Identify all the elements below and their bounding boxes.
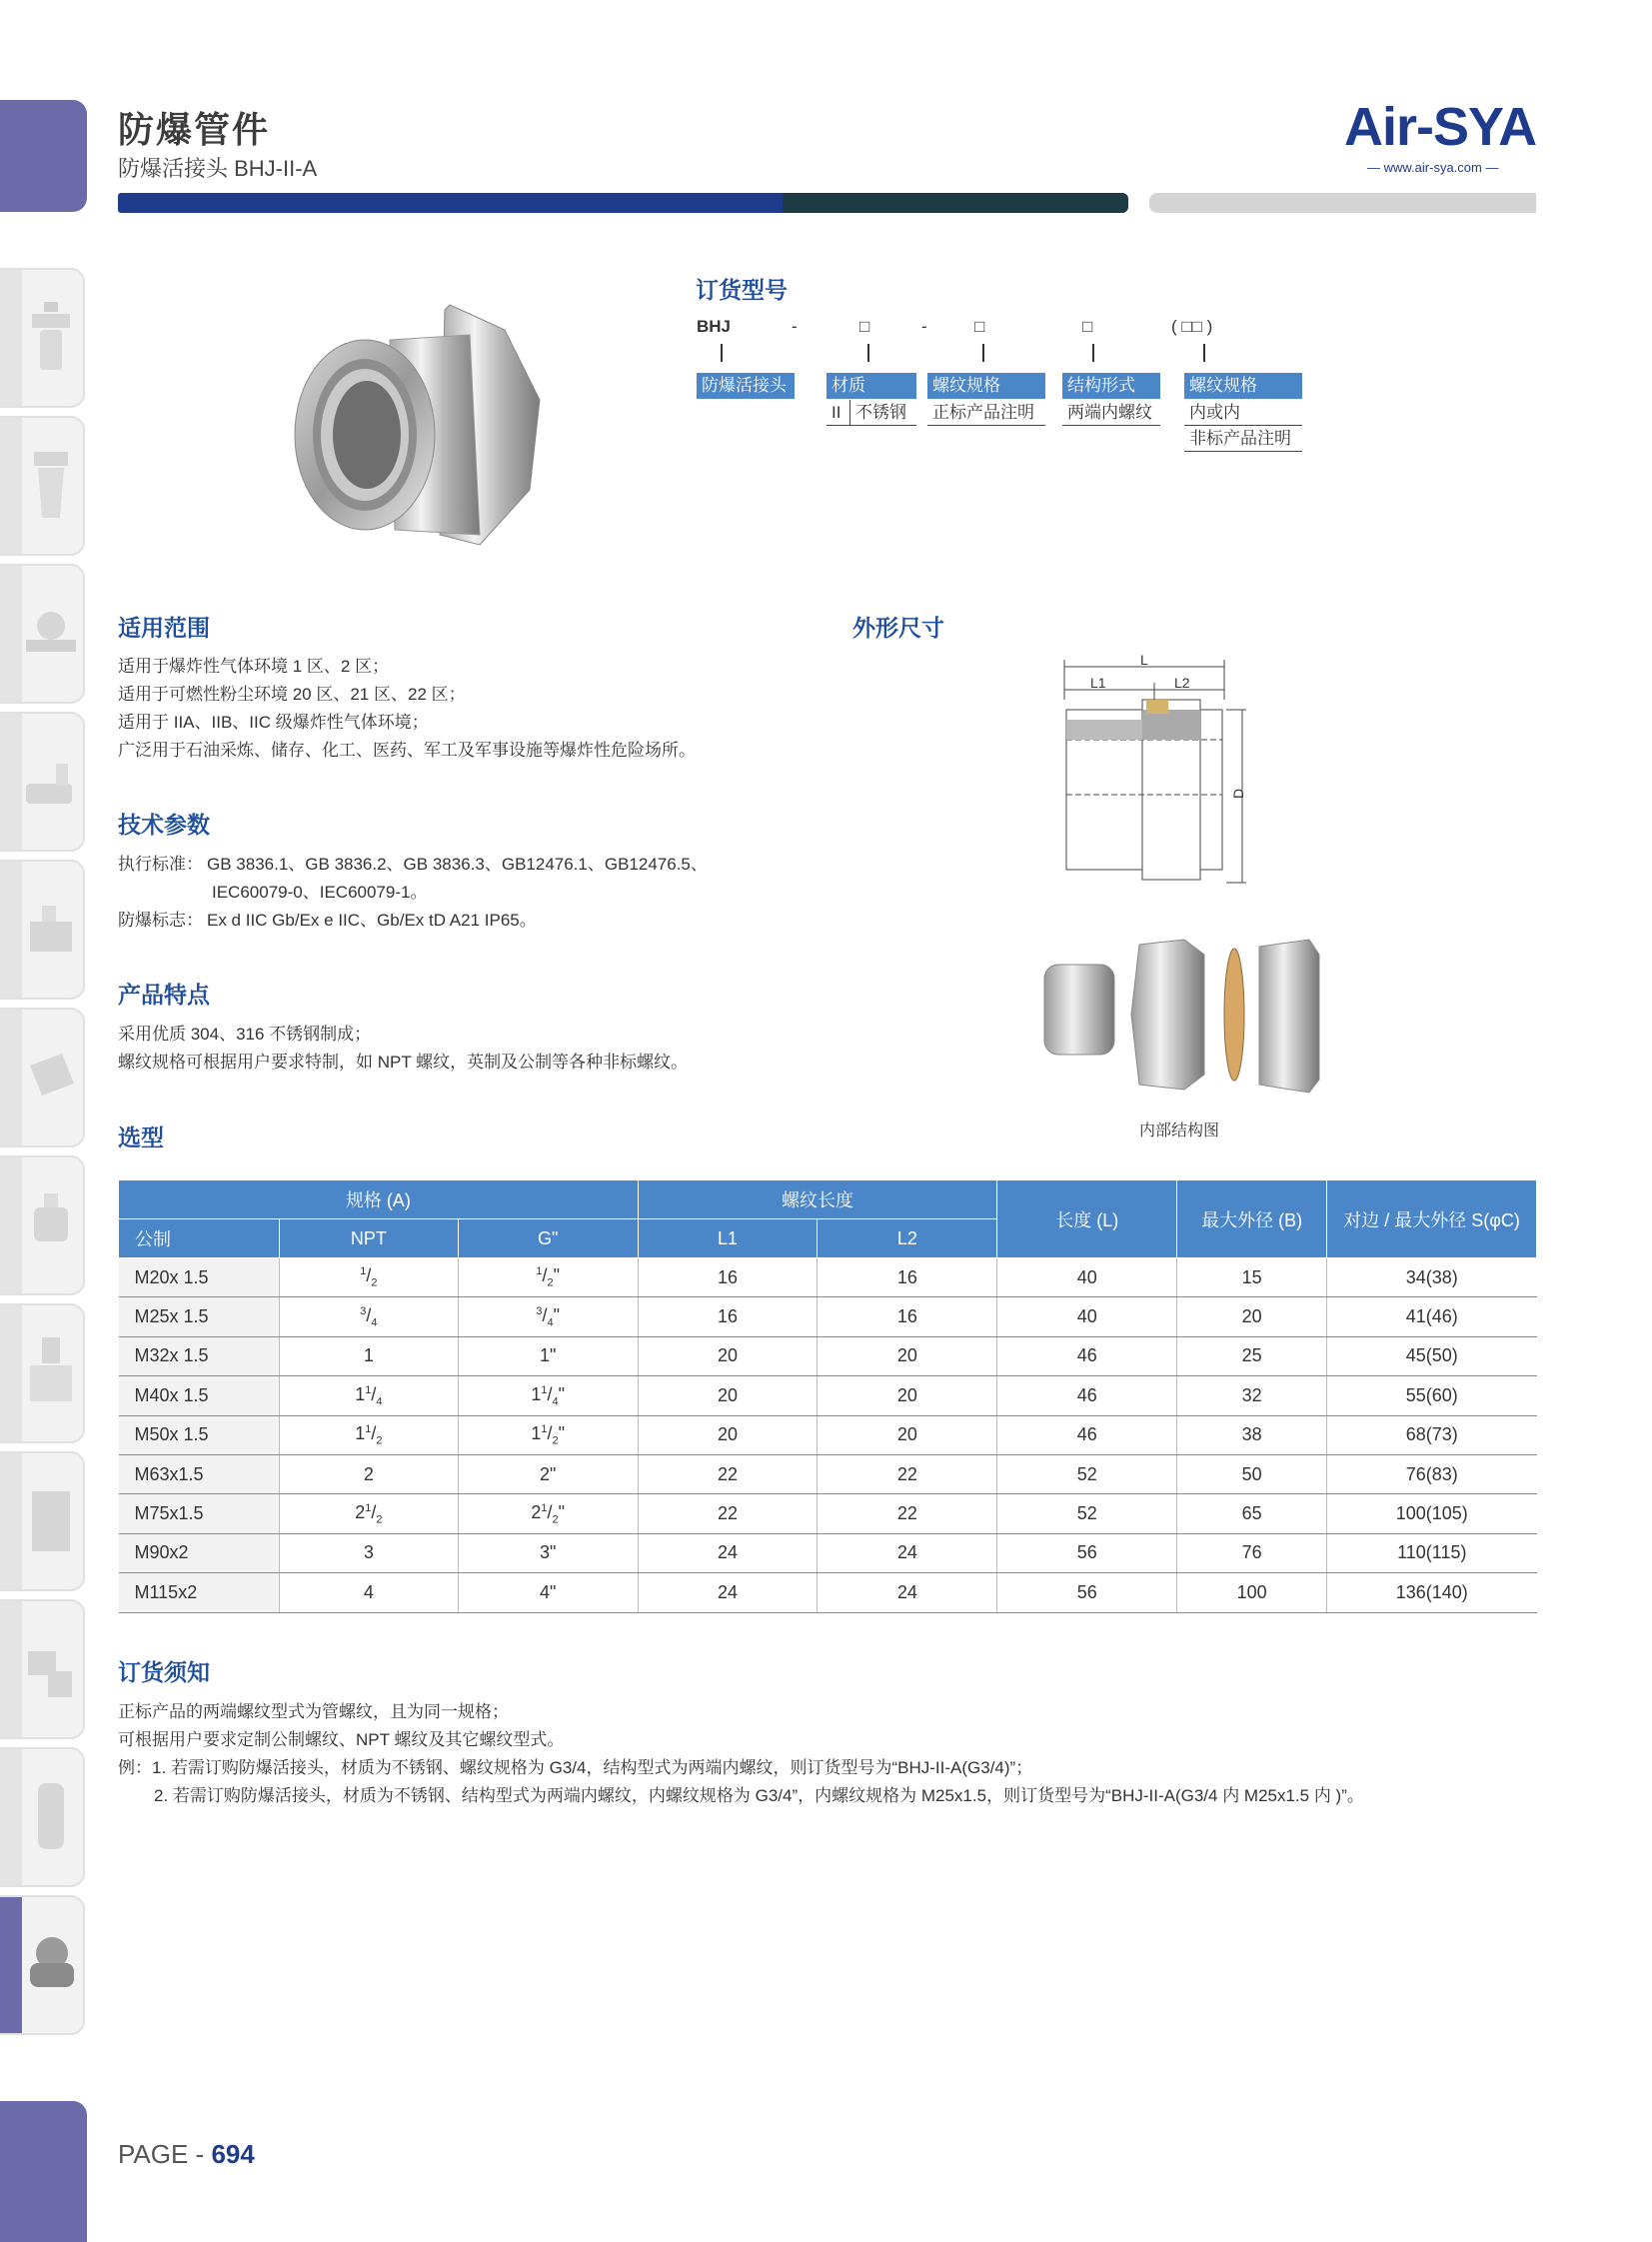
cell-metric: M115x2: [119, 1573, 280, 1612]
cell-g: [458, 1258, 638, 1297]
scope-line: 广泛用于石油采炼、储存、化工、医药、军工及军事设施等爆炸性危险场所。: [118, 741, 696, 760]
cell-g: [458, 1573, 638, 1612]
cell-npt-denominator: 2: [371, 1276, 378, 1289]
order-thread-note: 正标产品注明: [927, 400, 1045, 426]
cell-l2: 20: [818, 1376, 997, 1415]
header-npt: NPT: [279, 1219, 458, 1258]
sidebar-tab-solenoid[interactable]: [0, 1303, 85, 1443]
dim-label-l1: L1: [1090, 675, 1106, 691]
internal-structure-photo: [1039, 935, 1329, 1100]
solenoid-icon: [26, 1335, 76, 1415]
order-code-title: 订货型号: [696, 277, 788, 303]
cell-length: 46: [997, 1415, 1177, 1454]
notice-line-2: 可根据用户要求定制公制螺纹、NPT 螺纹及其它螺纹型式。: [118, 1730, 565, 1749]
filter-regulator-icon: [26, 300, 76, 380]
cell-npt-whole: 2: [355, 1501, 366, 1522]
cell-g: [458, 1415, 638, 1454]
notice-line-3: 例：1. 若需订购防爆活接头，材质为不锈钢、螺纹规格为 G3/4，结构型式为两端内螺纹，则订货型号为“BHJ-II-A(G3/4)”；: [118, 1758, 1033, 1777]
internal-structure-caption: 内部结构图: [1139, 1122, 1220, 1139]
sidebar-tab-valve[interactable]: [0, 712, 85, 852]
order-label-product: 防爆活接头: [697, 373, 795, 399]
sidebar-tab-control-box[interactable]: [0, 1008, 85, 1147]
cell-g-inch-mark: ": [550, 1542, 557, 1563]
cell-g-whole: 1: [531, 1422, 542, 1443]
cell-max-od: 20: [1177, 1297, 1327, 1336]
fitting-icon: [26, 1631, 76, 1711]
sidebar-tab-actuator[interactable]: [0, 1155, 85, 1295]
order-label-material: 材质: [826, 373, 916, 399]
cell-npt-whole: 2: [363, 1463, 374, 1484]
cell-g-slash: /: [542, 1265, 548, 1286]
junction-box-icon: [26, 892, 76, 972]
table-row: [119, 1573, 1537, 1612]
cell-npt-denominator: 4: [371, 1316, 378, 1329]
header-max-od: 最大外径 (B): [1177, 1180, 1327, 1258]
cell-length: 52: [997, 1494, 1177, 1533]
cell-g-numerator: 1: [536, 1265, 543, 1278]
cell-l2: 22: [818, 1454, 997, 1493]
table-row: [119, 1376, 1537, 1415]
table-row: [119, 1336, 1537, 1375]
cell-g-slash: /: [542, 1304, 548, 1325]
cell-g-inch-mark: ": [558, 1383, 566, 1404]
sidebar-tab-junction-box[interactable]: [0, 860, 85, 1000]
order-thread2-a: 内或内: [1184, 400, 1302, 426]
header-bar-blue: [118, 193, 783, 213]
cell-l1: 16: [638, 1297, 818, 1336]
cell-l1: 22: [638, 1454, 818, 1493]
cell-max-od: 76: [1177, 1533, 1327, 1572]
cell-g: [458, 1297, 638, 1336]
cell-length: 52: [997, 1454, 1177, 1493]
cell-max-od: 65: [1177, 1494, 1327, 1533]
scope-line: 适用于爆炸性气体环境 1 区、2 区；: [118, 657, 390, 676]
cell-length: 46: [997, 1336, 1177, 1375]
cell-across-flats: 34(38): [1327, 1258, 1537, 1297]
order-code-box-1: □: [859, 317, 870, 336]
cell-g: [458, 1494, 638, 1533]
cell-across-flats: 68(73): [1327, 1415, 1537, 1454]
cell-g-numerator: 1: [541, 1383, 548, 1396]
cell-npt-denominator: 2: [376, 1434, 383, 1447]
cell-across-flats: 100(105): [1327, 1494, 1537, 1533]
cell-npt-numerator: 1: [365, 1383, 372, 1396]
tech-mark-label: 防爆标志：: [118, 911, 203, 930]
header-length: 长度 (L): [997, 1180, 1177, 1258]
notice-line-4: 2. 若需订购防爆活接头，材质为不锈钢、结构型式为两端内螺纹，内螺纹规格为 G3/4”，内螺纹规格为 M25x1.5，则订货型号为“BHJ-II-A(G3/4 内 M25x1.5 内 )”。: [154, 1786, 1364, 1805]
dimensions-title: 外形尺寸: [852, 615, 944, 641]
cell-g-whole: 1: [531, 1383, 542, 1404]
order-code-tick: [1092, 344, 1094, 362]
sidebar-tab-filter-regulator[interactable]: [0, 268, 85, 408]
sidebar-tab-explosion-proof[interactable]: [0, 1895, 85, 2035]
table-row: [119, 1454, 1537, 1493]
table-row: [119, 1533, 1537, 1572]
cell-l1: 24: [638, 1573, 818, 1612]
cell-l2: 16: [818, 1258, 997, 1297]
cell-npt: [279, 1415, 458, 1454]
scope-line: 适用于 IIA、IIB、IIC 级爆炸性气体环境；: [118, 713, 429, 732]
cell-l1: 20: [638, 1376, 818, 1415]
tech-title: 技术参数: [118, 812, 210, 838]
order-material-code: II: [826, 400, 850, 426]
tech-mark: Ex d IIC Gb/Ex e IIC、Gb/Ex tD A21 IP65。: [207, 911, 537, 930]
brand-url: — www.air-sya.com —: [1367, 160, 1499, 175]
cell-length: 40: [997, 1258, 1177, 1297]
cell-max-od: 25: [1177, 1336, 1327, 1375]
cell-npt-denominator: 4: [376, 1395, 383, 1408]
cell-metric: M32x 1.5: [119, 1336, 280, 1375]
header-across-flats: 对边 / 最大外径 S(φC): [1327, 1180, 1537, 1258]
order-code-dash-2: -: [921, 317, 927, 336]
header-metric: 公制: [119, 1219, 280, 1258]
cell-g-denominator: 2: [552, 1513, 559, 1526]
cell-npt-whole: 1: [363, 1345, 374, 1366]
header-l1: L1: [638, 1219, 818, 1258]
cell-length: 56: [997, 1533, 1177, 1572]
cell-npt: [279, 1573, 458, 1612]
scope-title: 适用范围: [118, 615, 210, 641]
order-material-name: 不锈钢: [850, 400, 916, 426]
cell-npt-whole: 4: [363, 1581, 374, 1602]
scope-list: [118, 653, 696, 765]
cell-g-whole: 2: [540, 1463, 551, 1484]
features-title: 产品特点: [118, 982, 210, 1008]
cell-g-denominator: 2: [552, 1434, 559, 1447]
dim-label-l2: L2: [1174, 675, 1190, 691]
cell-g-whole: 3: [540, 1542, 551, 1563]
cell-npt-slash: /: [366, 1265, 372, 1286]
cell-l2: 22: [818, 1494, 997, 1533]
cell-l2: 20: [818, 1415, 997, 1454]
cell-l2: 20: [818, 1336, 997, 1375]
cell-npt: [279, 1533, 458, 1572]
header-spec-group: 规格 (A): [119, 1180, 639, 1219]
cell-l2: 24: [818, 1533, 997, 1572]
cell-metric: M75x1.5: [119, 1494, 280, 1533]
cell-across-flats: 55(60): [1327, 1376, 1537, 1415]
cell-max-od: 38: [1177, 1415, 1327, 1454]
selection-title: 选型: [118, 1124, 164, 1150]
cell-max-od: 50: [1177, 1454, 1327, 1493]
cell-npt: [279, 1336, 458, 1375]
cell-length: 40: [997, 1297, 1177, 1336]
features-line: 螺纹规格可根据用户要求特制，如 NPT 螺纹，英制及公制等各种非标螺纹。: [118, 1053, 689, 1072]
control-box-icon: [26, 1040, 76, 1120]
muffler-icon: [26, 1779, 76, 1859]
valve-icon: [26, 744, 76, 824]
cell-l1: 20: [638, 1415, 818, 1454]
cell-g-inch-mark: ": [553, 1304, 561, 1325]
order-label-structure: 结构形式: [1062, 373, 1160, 399]
sidebar-tab-gauge[interactable]: [0, 564, 85, 704]
cell-metric: M25x 1.5: [119, 1297, 280, 1336]
page-number-value: 694: [211, 2139, 255, 2169]
cell-npt: [279, 1258, 458, 1297]
cell-npt: [279, 1376, 458, 1415]
cell-g-whole: 4: [540, 1581, 551, 1602]
cell-length: 46: [997, 1376, 1177, 1415]
cell-l2: 16: [818, 1297, 997, 1336]
sidebar-top-tab: [0, 100, 87, 212]
header-bar-dark: [783, 193, 1128, 213]
cell-g-numerator: 1: [541, 1422, 548, 1435]
brand-logo: Air-SYA: [1344, 97, 1537, 157]
sidebar-bottom-tab: [0, 2101, 87, 2242]
cell-g: [458, 1533, 638, 1572]
cell-g: [458, 1376, 638, 1415]
cell-metric: M40x 1.5: [119, 1376, 280, 1415]
cell-g-denominator: 2: [547, 1276, 554, 1289]
gauge-icon: [26, 596, 76, 676]
features-line: 采用优质 304、316 不锈钢制成；: [118, 1025, 372, 1044]
cell-npt-numerator: 1: [365, 1422, 372, 1435]
cell-l1: 16: [638, 1258, 818, 1297]
selection-table: [118, 1179, 1537, 1613]
header-g: G": [458, 1219, 638, 1258]
cell-max-od: 32: [1177, 1376, 1327, 1415]
cell-g-whole: 1: [540, 1345, 551, 1366]
cell-l1: 20: [638, 1336, 818, 1375]
header-bar-gray: [1149, 193, 1536, 213]
page-title: 防爆管件: [118, 109, 271, 150]
table-row: [119, 1297, 1537, 1336]
cell-npt: [279, 1454, 458, 1493]
cell-npt-whole: 1: [355, 1383, 366, 1404]
cell-g-slash: /: [547, 1501, 553, 1522]
cell-across-flats: 45(50): [1327, 1336, 1537, 1375]
cell-g-inch-mark: ": [550, 1581, 557, 1602]
cell-max-od: 100: [1177, 1573, 1327, 1612]
cell-npt-numerator: 1: [365, 1501, 372, 1514]
cell-npt-slash: /: [366, 1304, 372, 1325]
tech-standard-1: GB 3836.1、GB 3836.2、GB 3836.3、GB12476.1、GB12476.5、: [207, 855, 708, 874]
order-code-prefix: BHJ: [697, 317, 732, 336]
cell-metric: M20x 1.5: [119, 1258, 280, 1297]
cell-l2: 24: [818, 1573, 997, 1612]
dim-label-l: L: [1140, 655, 1148, 668]
cell-npt-slash: /: [371, 1501, 377, 1522]
cell-npt-whole: 3: [363, 1542, 374, 1563]
order-code-tick: [1203, 344, 1205, 362]
cell-g-inch-mark: ": [550, 1345, 557, 1366]
notice-title: 订货须知: [118, 1659, 210, 1685]
order-code-tick: [721, 344, 723, 362]
cell-g: [458, 1336, 638, 1375]
cell-metric: M90x2: [119, 1533, 280, 1572]
order-label-thread-spec: 螺纹规格: [927, 373, 1045, 399]
cell-g-inch-mark: ": [550, 1463, 557, 1484]
cell-npt-numerator: 3: [360, 1304, 367, 1317]
page-subtitle: 防爆活接头 BHJ-II-A: [118, 156, 318, 181]
sidebar-tab-filter[interactable]: [0, 416, 85, 556]
cell-npt: [279, 1297, 458, 1336]
cell-g: [458, 1454, 638, 1493]
product-photo: [275, 295, 575, 560]
table-row: [119, 1258, 1537, 1297]
cell-npt-slash: /: [371, 1383, 377, 1404]
sidebar-tab-cylinder[interactable]: [0, 1451, 85, 1591]
order-code-tick: [867, 344, 869, 362]
cell-across-flats: 76(83): [1327, 1454, 1537, 1493]
filter-icon: [26, 448, 76, 528]
cell-across-flats: 41(46): [1327, 1297, 1537, 1336]
cell-l1: 24: [638, 1533, 818, 1572]
table-row: [119, 1494, 1537, 1533]
dimension-drawing: [1054, 655, 1254, 905]
cell-g-numerator: 3: [536, 1304, 543, 1317]
cell-g-inch-mark: ": [558, 1422, 566, 1443]
table-row: [119, 1415, 1537, 1454]
order-code-box-2: □: [974, 317, 985, 336]
order-thread2-b: 非标产品注明: [1184, 426, 1302, 452]
cell-npt-numerator: 1: [360, 1265, 367, 1278]
cell-g-denominator: 4: [547, 1316, 554, 1329]
cell-length: 56: [997, 1573, 1177, 1612]
tech-standard-label: 执行标准：: [118, 855, 203, 874]
cell-l1: 22: [638, 1494, 818, 1533]
order-code-tick: [982, 344, 984, 362]
sidebar-tab-fitting[interactable]: [0, 1599, 85, 1739]
page-label: PAGE -: [118, 2139, 212, 2169]
explosion-proof-icon: [26, 1927, 76, 2007]
cell-across-flats: 110(115): [1327, 1533, 1537, 1572]
order-code-box-3: □: [1082, 317, 1093, 336]
cell-g-slash: /: [547, 1383, 553, 1404]
cell-g-inch-mark: ": [558, 1501, 566, 1522]
cylinder-icon: [26, 1483, 76, 1563]
page-number: [118, 2139, 255, 2170]
header-l2: L2: [818, 1219, 997, 1258]
cell-g-slash: /: [547, 1422, 553, 1443]
features-list: [118, 1021, 688, 1077]
cell-npt-denominator: 2: [376, 1513, 383, 1526]
order-code-box-4: ( □□ ): [1171, 317, 1213, 336]
notice-line-1: 正标产品的两端螺纹型式为管螺纹，且为同一规格；: [118, 1702, 509, 1721]
cell-g-numerator: 1: [541, 1501, 548, 1514]
header-thread-group: 螺纹长度: [638, 1180, 997, 1219]
actuator-icon: [26, 1187, 76, 1267]
cell-npt: [279, 1494, 458, 1533]
scope-line: 适用于可燃性粉尘环境 20 区、21 区、22 区；: [118, 685, 466, 704]
cell-g-denominator: 4: [552, 1395, 559, 1408]
dim-label-d: D: [1230, 788, 1246, 799]
cell-npt-whole: 1: [355, 1422, 366, 1443]
order-code-dash-1: -: [792, 317, 798, 336]
cell-g-inch-mark: ": [553, 1265, 561, 1286]
tech-standard-2: IEC60079-0、IEC60079-1。: [212, 883, 428, 902]
cell-across-flats: 136(140): [1327, 1573, 1537, 1612]
cell-g-whole: 2: [531, 1501, 542, 1522]
cell-npt-slash: /: [371, 1422, 377, 1443]
cell-metric: M50x 1.5: [119, 1415, 280, 1454]
order-structure-value: 两端内螺纹: [1062, 400, 1160, 426]
cell-max-od: 15: [1177, 1258, 1327, 1297]
order-label-thread-spec-2: 螺纹规格: [1184, 373, 1302, 399]
sidebar-tab-muffler[interactable]: [0, 1747, 85, 1887]
cell-metric: M63x1.5: [119, 1454, 280, 1493]
